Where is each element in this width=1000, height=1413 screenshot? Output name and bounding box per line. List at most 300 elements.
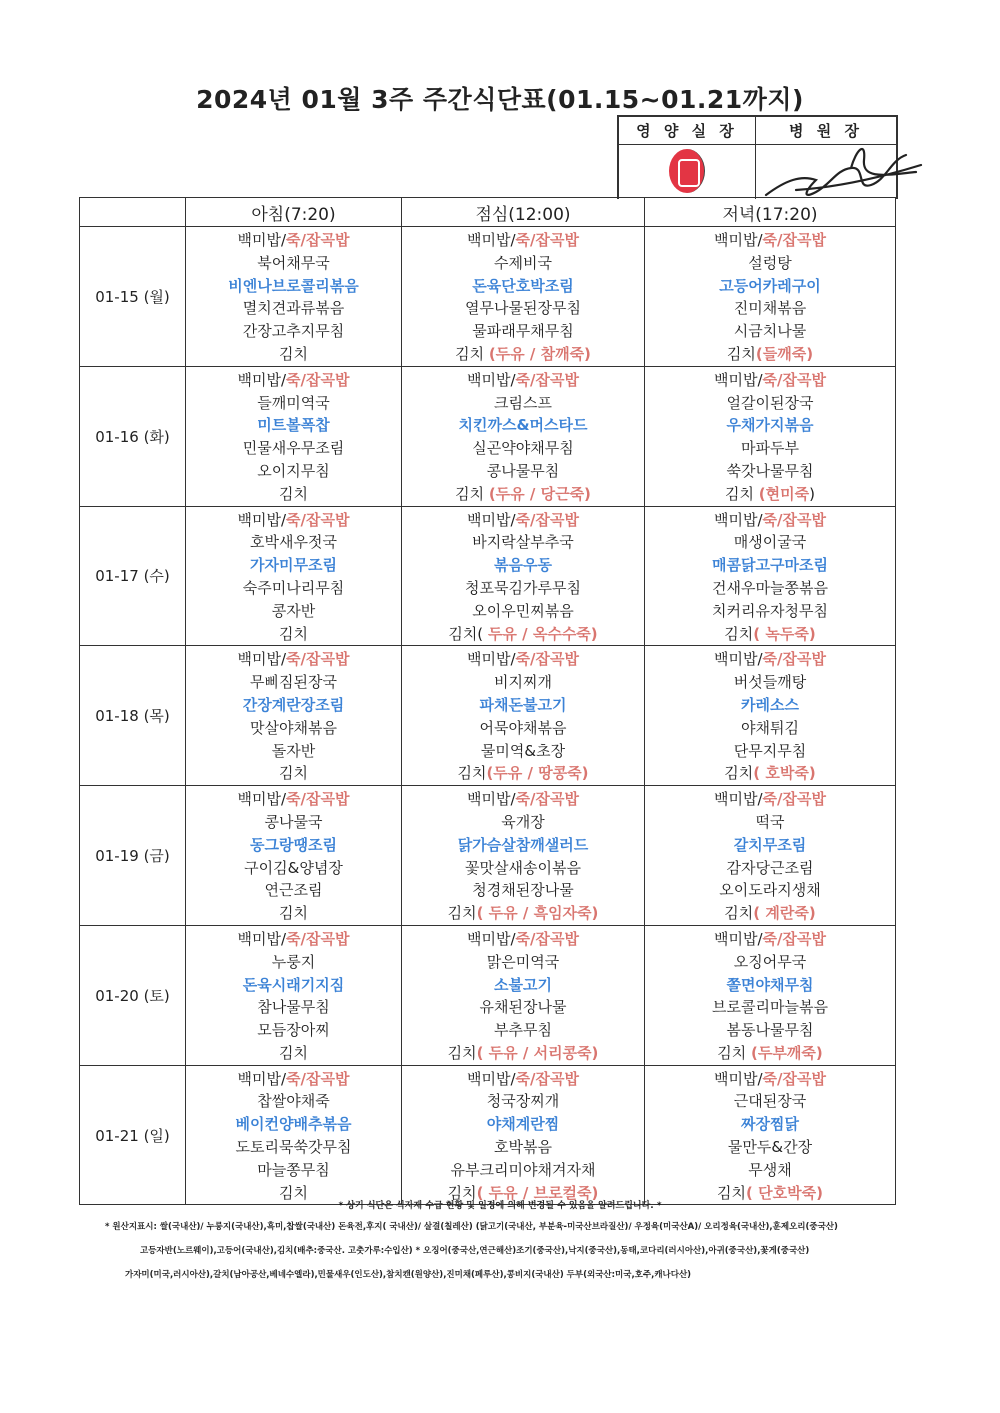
- menu-text: 부추무침: [494, 1021, 552, 1040]
- menu-text: 김치: [724, 624, 754, 643]
- menu-text: 돈육시래기지짐: [242, 975, 345, 994]
- menu-text: 베이컨양배추볶음: [235, 1115, 352, 1134]
- side-dish-line: [487, 460, 559, 483]
- main-dish-line: [487, 1113, 559, 1136]
- kimchi-line: [727, 343, 813, 366]
- main-dish-line: [727, 414, 814, 437]
- menu-text: 백미밥/: [714, 790, 763, 809]
- menu-text: 호박볶음: [494, 1138, 552, 1157]
- side-dish-line: [494, 1019, 552, 1042]
- menu-text: 오이도라지생채: [719, 881, 821, 900]
- menu-text: 죽/잡곡밥: [515, 510, 579, 529]
- side-dish-line: [257, 1159, 329, 1182]
- main-dish-line: [257, 414, 329, 437]
- menu-text: 두유 / 옥수수죽): [487, 624, 598, 643]
- menu-text: 백미밥/: [237, 231, 287, 249]
- lunch-cell: [402, 925, 645, 1065]
- menu-text: 누룽지: [271, 952, 316, 971]
- menu-text: 백미밥/: [714, 510, 763, 529]
- header-breakfast: 아침(7:20): [186, 198, 402, 227]
- menu-text: 김치: [447, 1183, 477, 1202]
- menu-text: 맛살야채볶음: [250, 718, 337, 737]
- side-dish-line: [481, 740, 565, 763]
- main-dish-line: [494, 554, 552, 577]
- table-row: [80, 646, 896, 786]
- origin-line-1: * 원산지표시: 쌀(국내산)/ 누룽지(국내산),흑미,찹쌀(국내산) 돈육전,후지( 국내산)/ 살결(칠레산) (닭고기(국내산, 부분육-미국산브라질산)/ 우정육(미국산A)/ 오리정육(국내산),훈제오리(중국산): [105, 1222, 838, 1232]
- kimchi-line: [279, 902, 308, 925]
- side-dish-line: [712, 577, 828, 600]
- origin-line-3: 가자미(미국,러시아산),갈치(남아공산,베네수엘라),민물새우(인도산),참치캔(원양산),진미채(페루산),콩비지(국내산) 두부(외국산:미국,호주,캐나다산): [125, 1270, 692, 1280]
- menu-text: 청국장찌개: [486, 1092, 560, 1111]
- side-dish-line: [243, 437, 344, 460]
- dinner-cell: [645, 925, 896, 1065]
- main-dish-line: [741, 694, 799, 717]
- soup-line: [734, 1090, 806, 1113]
- menu-text: 들깨미역국: [257, 393, 330, 412]
- menu-text: ( 단호박죽): [746, 1183, 823, 1202]
- menu-text: 볶음우동: [494, 556, 552, 575]
- menu-text: 백미밥/: [714, 650, 763, 669]
- change-notice: * 상기 식단은 식자재 수급 현황 및 일정에 의해 변경될 수 있음을 알려드립니다. *: [338, 1201, 662, 1211]
- menu-text: ( 호박죽): [753, 764, 816, 783]
- menu-text: 백미밥/: [467, 510, 516, 529]
- main-dish-line: [719, 275, 820, 298]
- main-dish-line: [712, 554, 828, 577]
- side-dish-line: [480, 717, 567, 740]
- menu-text: 죽/잡곡밥: [286, 510, 350, 529]
- menu-text: 마파두부: [741, 439, 799, 458]
- date-cell: 01-15 (월): [80, 227, 186, 367]
- seal-stamp-icon: [669, 149, 705, 193]
- side-dish-line: [243, 320, 344, 343]
- menu-text: 고등어카레구이: [719, 276, 821, 295]
- menu-text: 죽/잡곡밥: [286, 650, 350, 669]
- menu-text: 김치: [279, 624, 308, 643]
- table-header-row: [80, 198, 896, 227]
- side-dish-line: [727, 460, 814, 483]
- menu-text: 김치: [447, 1043, 477, 1062]
- menu-text: (두유 / 참깨죽): [488, 344, 591, 363]
- menu-text: 김치(: [448, 624, 488, 643]
- menu-text: 민물새우무조림: [242, 439, 345, 458]
- side-dish-line: [712, 996, 828, 1019]
- kimchi-line: [724, 623, 815, 646]
- menu-text: (두유 / 땅콩죽): [486, 764, 589, 783]
- side-dish-line: [472, 320, 573, 343]
- menu-text: 야채계란찜: [486, 1115, 560, 1134]
- menu-text: 쑥갓나물무침: [726, 461, 814, 480]
- origin-line-2: 고등자반(노르웨이),고등어(국내산),김치(배추:중국산. 고춧가루:수입산) * 오징어(중국산,연근해산)조기(중국산),낙지(중국산),동태,코다리(러시아산),아귀(중국산),꽃게(중국산): [140, 1246, 810, 1256]
- side-dish-line: [741, 437, 799, 460]
- side-dish-line: [451, 1159, 596, 1182]
- menu-text: 무삐짐된장국: [250, 673, 337, 692]
- soup-line: [734, 951, 806, 974]
- menu-text: 파채돈불고기: [479, 695, 567, 714]
- menu-text: 죽/잡곡밥: [515, 650, 579, 669]
- menu-text: 김치: [455, 484, 489, 503]
- dinner-cell: [645, 506, 896, 646]
- side-dish-line: [465, 857, 581, 880]
- menu-text: 유부크리미야채겨자채: [450, 1160, 596, 1179]
- menu-text: 백미밥/: [467, 231, 516, 249]
- rice-line: [714, 369, 826, 392]
- dietitian-label: 영 양 실 장: [619, 117, 756, 145]
- lunch-cell: [402, 366, 645, 506]
- main-dish-line: [734, 834, 806, 857]
- menu-text: 비엔나브로콜리볶음: [228, 276, 359, 295]
- side-dish-line: [494, 1136, 552, 1159]
- main-dish-line: [458, 414, 587, 437]
- soup-line: [272, 951, 315, 974]
- date-cell: 01-21 (일): [80, 1065, 186, 1205]
- main-dish-line: [250, 834, 337, 857]
- menu-text: 죽/잡곡밥: [286, 370, 350, 389]
- kimchi-line: [717, 1042, 822, 1065]
- menu-text: 치킨까스&머스타드: [458, 416, 588, 435]
- menu-text: 시금치나물: [733, 322, 807, 341]
- menu-text: 북어채무국: [257, 253, 330, 272]
- menu-text: 어묵야채볶음: [479, 718, 567, 737]
- menu-text: 김치: [726, 344, 756, 363]
- menu-text: 떡국: [755, 812, 785, 831]
- menu-text: 무생채: [748, 1160, 792, 1179]
- menu-text: 오징어무국: [733, 952, 807, 971]
- lunch-cell: [402, 227, 645, 367]
- side-dish-line: [734, 740, 806, 763]
- menu-text: 크림스프: [494, 393, 552, 412]
- rice-line: [467, 229, 579, 252]
- kimchi-line: [279, 343, 308, 366]
- menu-text: 죽/잡곡밥: [762, 1069, 826, 1088]
- side-dish-line: [236, 1136, 352, 1159]
- rice-line: [714, 229, 826, 252]
- header-date: [80, 198, 186, 227]
- dinner-cell: [645, 646, 896, 786]
- menu-text: 연근조림: [264, 881, 323, 900]
- side-dish-line: [272, 600, 315, 623]
- menu-text: 김치: [724, 904, 754, 923]
- menu-text: 백미밥/: [237, 370, 287, 389]
- menu-text: 김치: [717, 1183, 747, 1202]
- menu-text: 죽/잡곡밥: [515, 790, 579, 809]
- kimchi-line: [279, 623, 308, 646]
- menu-text: (들깨죽): [755, 344, 814, 363]
- menu-text: 단무지무침: [733, 741, 807, 760]
- menu-text: 찹쌀야채죽: [257, 1092, 330, 1111]
- menu-text: 백미밥/: [714, 370, 763, 389]
- menu-text: 간장계란장조림: [242, 695, 345, 714]
- menu-text: 콩나물국: [264, 812, 323, 831]
- soup-line: [734, 531, 806, 554]
- main-dish-line: [250, 554, 337, 577]
- rice-line: [467, 648, 579, 671]
- kimchi-line: [279, 483, 308, 506]
- rice-line: [714, 788, 826, 811]
- director-signature-cell: [756, 145, 896, 199]
- side-dish-line: [265, 879, 323, 902]
- menu-text: 버섯들깨탕: [733, 673, 807, 692]
- menu-text: 미트볼폭찹: [257, 416, 330, 435]
- director-label: 병 원 장: [756, 117, 896, 145]
- dinner-cell: [645, 1065, 896, 1205]
- menu-text: 백미밥/: [237, 650, 287, 669]
- menu-text: 우채가지볶음: [726, 416, 814, 435]
- date-cell: 01-18 (목): [80, 646, 186, 786]
- menu-text: 유채된장나물: [479, 998, 567, 1017]
- table-row: [80, 925, 896, 1065]
- menu-text: 쫄면야채무침: [726, 975, 814, 994]
- menu-text: 김치: [279, 1043, 308, 1062]
- menu-text: 숙주미나리무침: [242, 578, 345, 597]
- soup-line: [487, 1090, 559, 1113]
- menu-text: 죽/잡곡밥: [762, 370, 826, 389]
- menu-text: 참나물무침: [257, 998, 330, 1017]
- menu-text: 김치: [457, 764, 487, 783]
- rice-line: [238, 369, 350, 392]
- rice-line: [467, 1068, 579, 1091]
- lunch-cell: [402, 786, 645, 926]
- weekly-menu-table: [79, 197, 896, 1205]
- main-dish-line: [243, 974, 344, 997]
- menu-text: 도토리묵쑥갓무침: [235, 1138, 352, 1157]
- menu-text: (두부깨죽): [751, 1043, 823, 1062]
- main-dish-line: [727, 974, 814, 997]
- main-dish-line: [458, 834, 588, 857]
- soup-line: [250, 671, 337, 694]
- breakfast-cell: [186, 925, 402, 1065]
- side-dish-line: [741, 717, 799, 740]
- side-dish-line: [257, 996, 329, 1019]
- table-row: [80, 1065, 896, 1205]
- menu-text: 간장고추지무침: [242, 322, 345, 341]
- soup-line: [748, 252, 791, 275]
- kimchi-line: [279, 762, 308, 785]
- side-dish-line: [727, 1019, 814, 1042]
- side-dish-line: [734, 320, 806, 343]
- breakfast-cell: [186, 227, 402, 367]
- menu-text: 백미밥/: [467, 370, 516, 389]
- date-cell: 01-19 (금): [80, 786, 186, 926]
- menu-text: 열무나물된장무침: [465, 299, 581, 318]
- menu-text: 죽/잡곡밥: [762, 650, 826, 669]
- menu-text: 얼갈이된장국: [726, 393, 814, 412]
- menu-text: 백미밥/: [714, 231, 763, 249]
- soup-line: [472, 531, 573, 554]
- menu-text: 김치: [717, 1043, 752, 1062]
- rice-line: [714, 1068, 826, 1091]
- menu-text: 죽/잡곡밥: [286, 231, 350, 249]
- menu-text: 죽/잡곡밥: [762, 231, 826, 249]
- menu-text: 수제비국: [494, 253, 552, 272]
- soup-line: [734, 671, 806, 694]
- table-row: [80, 227, 896, 367]
- rice-line: [714, 648, 826, 671]
- menu-text: 오이우민찌볶음: [472, 601, 574, 620]
- menu-text: 콩나물무침: [486, 461, 560, 480]
- soup-line: [494, 392, 552, 415]
- menu-text: 진미채볶음: [733, 299, 807, 318]
- breakfast-cell: [186, 366, 402, 506]
- menu-text: 맑은미역국: [486, 952, 560, 971]
- menu-text: 청경채된장나물: [472, 881, 574, 900]
- lunch-cell: [402, 646, 645, 786]
- menu-text: ): [809, 484, 815, 503]
- main-dish-line: [480, 694, 567, 717]
- menu-text: 육개장: [501, 812, 545, 831]
- side-dish-line: [472, 437, 573, 460]
- side-dish-line: [734, 297, 806, 320]
- side-dish-line: [480, 996, 567, 1019]
- kimchi-line: [725, 483, 815, 506]
- menu-text: 실곤약야채무침: [472, 439, 574, 458]
- menu-text: 콩자반: [271, 601, 316, 620]
- side-dish-line: [257, 1019, 329, 1042]
- menu-text: 봄동나물무침: [726, 1021, 814, 1040]
- side-dish-line: [244, 857, 343, 880]
- side-dish-line: [472, 600, 573, 623]
- side-dish-line: [465, 297, 581, 320]
- menu-text: ( 두유 / 브로컬죽): [476, 1183, 599, 1202]
- menu-text: 감자당근조림: [726, 858, 814, 877]
- soup-line: [250, 531, 337, 554]
- menu-text: 돌자반: [271, 741, 316, 760]
- menu-text: 백미밥/: [237, 510, 287, 529]
- menu-text: 소불고기: [494, 975, 552, 994]
- menu-text: 야채튀김: [741, 718, 799, 737]
- rice-line: [238, 928, 350, 951]
- soup-line: [257, 392, 329, 415]
- menu-text: ( 두유 / 서리콩죽): [476, 1043, 599, 1062]
- soup-line: [487, 951, 559, 974]
- side-dish-line: [748, 1159, 791, 1182]
- kimchi-line: [724, 902, 815, 925]
- main-dish-line: [741, 1113, 799, 1136]
- kimchi-line: [448, 623, 597, 646]
- menu-text: 돈육단호박조림: [472, 276, 574, 295]
- rice-line: [714, 509, 826, 532]
- soup-line: [257, 1090, 329, 1113]
- rice-line: [238, 509, 350, 532]
- menu-text: 매콤닭고구마조림: [712, 556, 828, 575]
- menu-text: 김치: [279, 764, 308, 783]
- menu-text: ( 두유 / 흑임자죽): [476, 904, 599, 923]
- dinner-cell: [645, 227, 896, 367]
- menu-text: 물미역&초장: [480, 741, 566, 760]
- main-dish-line: [243, 694, 344, 717]
- menu-text: 물파래무채무침: [472, 322, 574, 341]
- menu-text: 매생이굴국: [733, 533, 807, 552]
- header-lunch: 점심(12:00): [402, 198, 645, 227]
- rice-line: [714, 928, 826, 951]
- menu-text: 호박새우젓국: [250, 533, 337, 552]
- menu-text: 김치: [279, 1183, 308, 1202]
- rice-line: [467, 509, 579, 532]
- header-dinner: 저녁(17:20): [645, 198, 896, 227]
- menu-text: 백미밥/: [237, 1069, 287, 1088]
- soup-line: [257, 252, 329, 275]
- approval-box: [617, 115, 898, 199]
- soup-line: [727, 392, 814, 415]
- menu-text: 설렁탕: [748, 253, 792, 272]
- side-dish-line: [728, 1136, 812, 1159]
- lunch-cell: [402, 1065, 645, 1205]
- menu-text: (현미죽: [758, 484, 810, 503]
- menu-text: 청포묵김가루무침: [465, 578, 581, 597]
- menu-text: 오이지무침: [257, 461, 330, 480]
- menu-text: 멸치견과류볶음: [242, 299, 345, 318]
- soup-line: [501, 811, 544, 834]
- date-cell: 01-16 (화): [80, 366, 186, 506]
- dietitian-seal-cell: [619, 145, 756, 199]
- rice-line: [467, 788, 579, 811]
- side-dish-line: [712, 600, 828, 623]
- side-dish-line: [257, 460, 329, 483]
- menu-text: 김치: [279, 904, 308, 923]
- rice-line: [238, 229, 350, 252]
- menu-text: 죽/잡곡밥: [515, 1069, 579, 1088]
- breakfast-cell: [186, 1065, 402, 1205]
- menu-text: 구이김&양념장: [244, 858, 343, 877]
- main-dish-line: [236, 1113, 352, 1136]
- date-cell: 01-20 (토): [80, 925, 186, 1065]
- side-dish-line: [272, 740, 315, 763]
- rice-line: [467, 369, 579, 392]
- menu-text: 짜장찜닭: [741, 1115, 799, 1134]
- date-cell: 01-17 (수): [80, 506, 186, 646]
- breakfast-cell: [186, 786, 402, 926]
- table-row: [80, 506, 896, 646]
- soup-line: [494, 671, 552, 694]
- dinner-cell: [645, 366, 896, 506]
- menu-text: 죽/잡곡밥: [286, 1069, 350, 1088]
- rice-line: [467, 928, 579, 951]
- soup-line: [494, 252, 552, 275]
- kimchi-line: [724, 762, 815, 785]
- breakfast-cell: [186, 506, 402, 646]
- menu-text: 김치: [724, 764, 754, 783]
- dinner-cell: [645, 786, 896, 926]
- menu-text: 김치: [725, 484, 759, 503]
- menu-text: 모듬장아찌: [257, 1021, 330, 1040]
- menu-text: 동그랑땡조림: [250, 835, 337, 854]
- kimchi-line: [448, 902, 599, 925]
- menu-text: 브로콜리마늘볶음: [712, 998, 828, 1017]
- menu-text: 근대된장국: [733, 1092, 807, 1111]
- menu-text: 꽃맛살새송이볶음: [465, 858, 581, 877]
- menu-text: 카레소스: [741, 695, 799, 714]
- table-row: [80, 786, 896, 926]
- menu-text: 가자미무조림: [250, 556, 337, 575]
- menu-text: 백미밥/: [467, 790, 516, 809]
- side-dish-line: [727, 857, 814, 880]
- page-title: 2024년 01월 3주 주간식단표(01.15~01.21까지): [196, 85, 804, 114]
- menu-text: 백미밥/: [714, 929, 763, 948]
- menu-text: 죽/잡곡밥: [515, 231, 579, 249]
- kimchi-line: [455, 343, 591, 366]
- rice-line: [238, 788, 350, 811]
- kimchi-line: [455, 483, 591, 506]
- menu-text: 백미밥/: [467, 1069, 516, 1088]
- menu-text: 닭가슴살참깨샐러드: [457, 835, 589, 854]
- menu-text: 백미밥/: [237, 790, 287, 809]
- side-dish-line: [719, 879, 820, 902]
- kimchi-line: [457, 762, 588, 785]
- main-dish-line: [228, 275, 358, 298]
- menu-text: 건새우마늘쫑볶음: [712, 578, 828, 597]
- kimchi-line: [448, 1042, 599, 1065]
- menu-text: 죽/잡곡밥: [762, 790, 826, 809]
- menu-text: 죽/잡곡밥: [286, 929, 350, 948]
